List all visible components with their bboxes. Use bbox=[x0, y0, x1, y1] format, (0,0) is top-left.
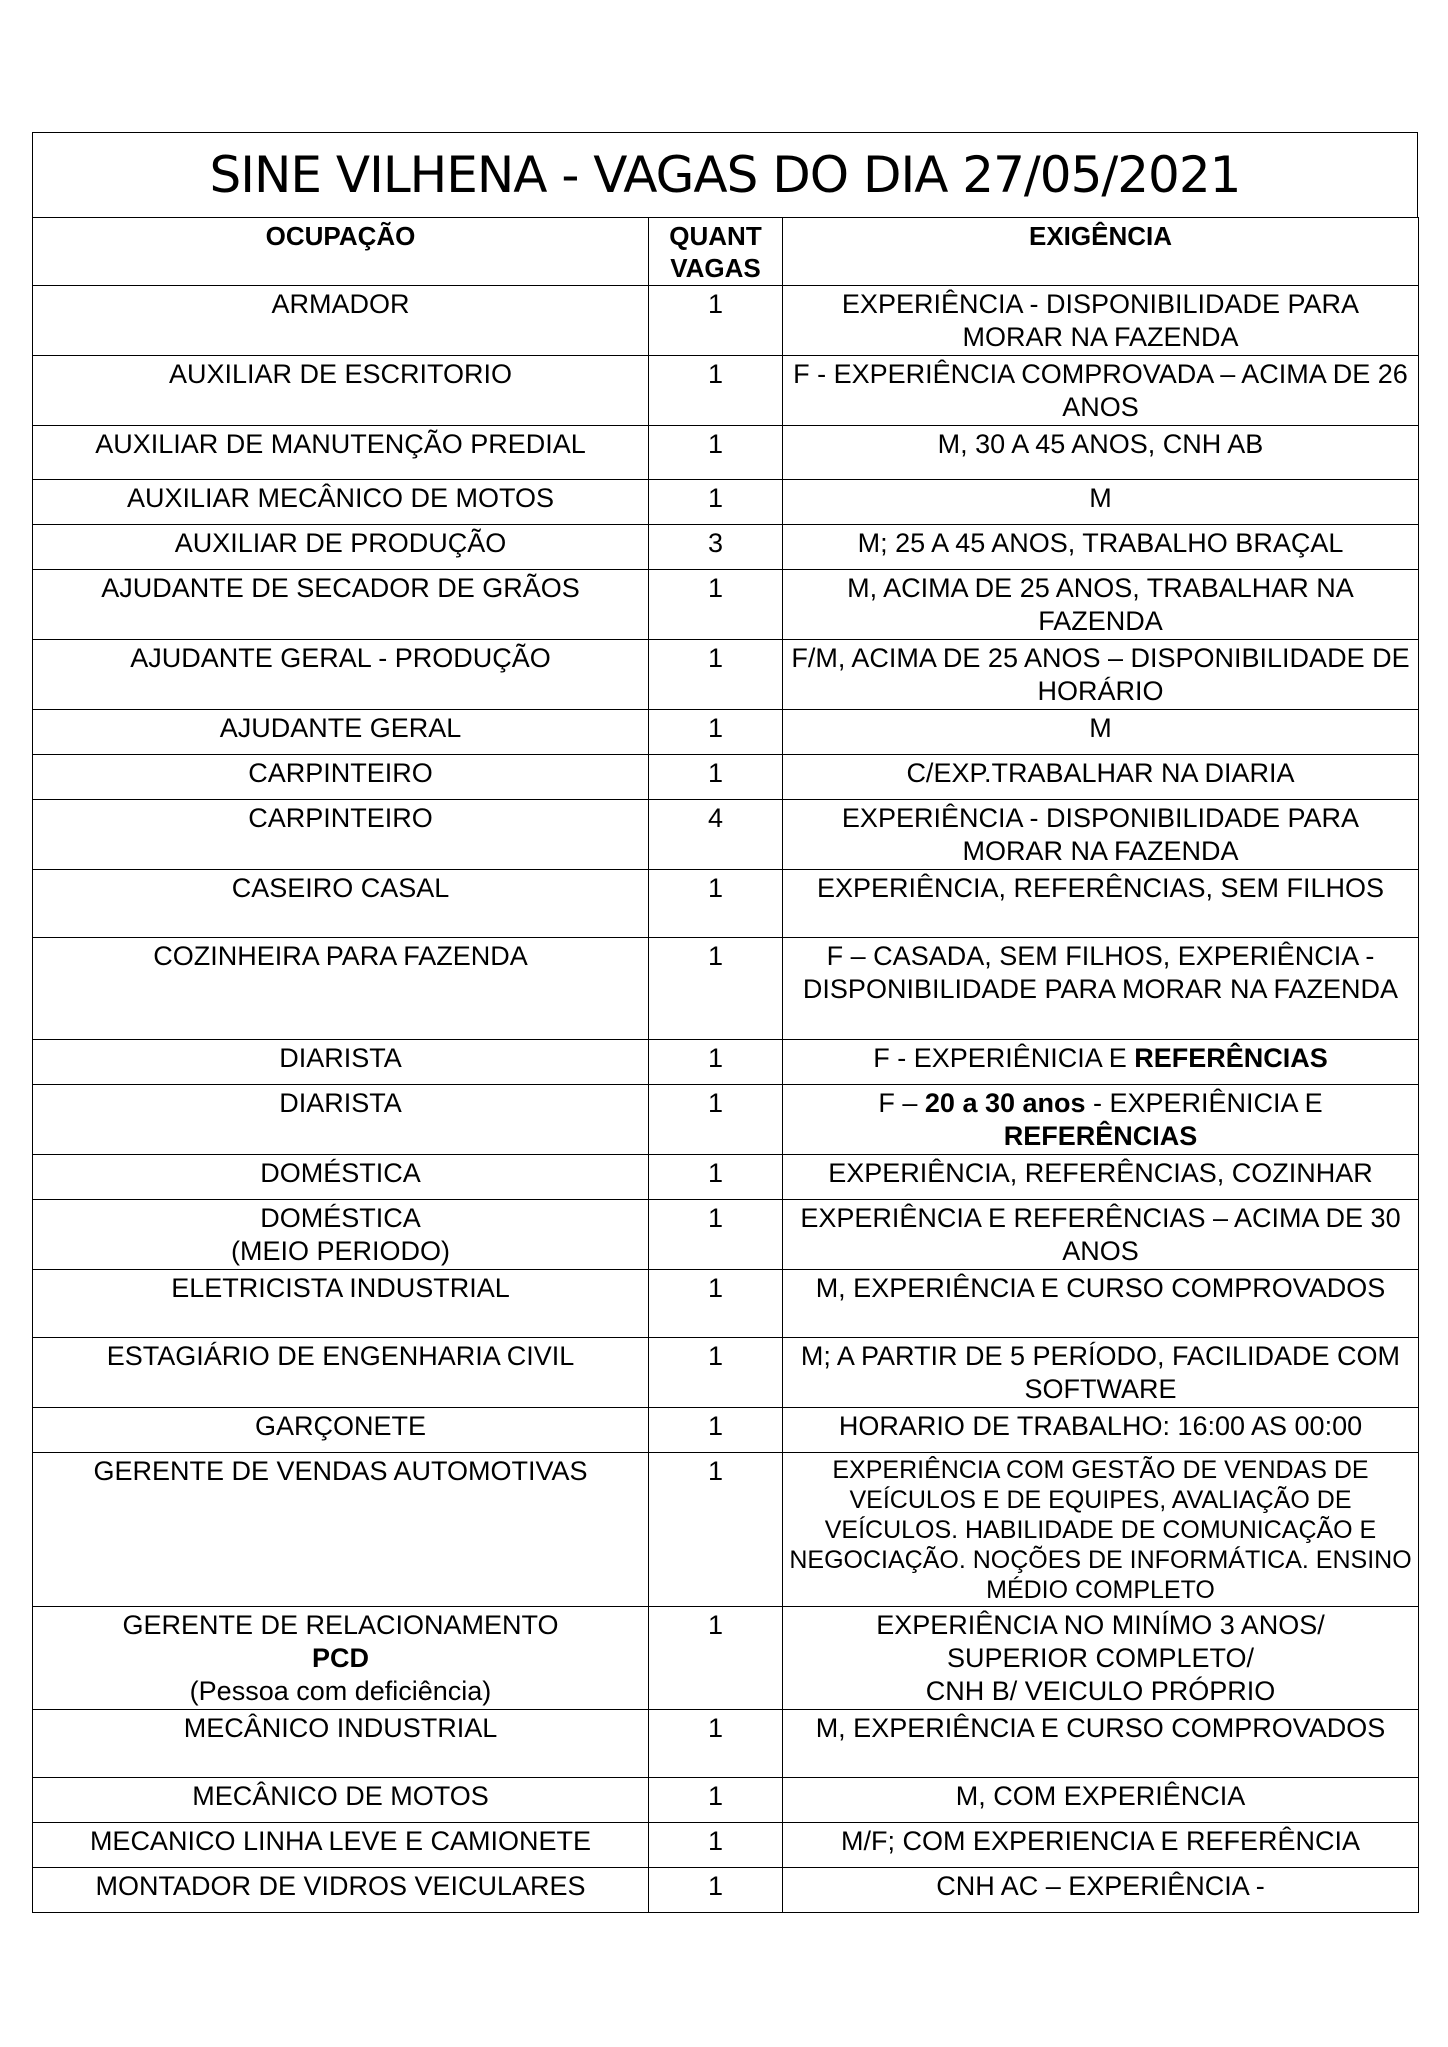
quantity-cell: 1 bbox=[649, 870, 783, 938]
header-row bbox=[33, 218, 1419, 286]
quantity-cell: 1 bbox=[649, 1200, 783, 1270]
requirement-bold-text: REFERÊNCIAS bbox=[1134, 1043, 1328, 1073]
occupation-cell: AUXILIAR DE MANUTENÇÃO PREDIAL bbox=[33, 426, 649, 480]
page-title: SINE VILHENA - VAGAS DO DIA 27/05/2021 bbox=[209, 146, 1241, 204]
job-table bbox=[32, 217, 1419, 1913]
requirement-cell: EXPERIÊNCIA COM GESTÃO DE VENDAS DE VEÍCULOS E DE EQUIPES, AVALIAÇÃO DE VEÍCULOS. HABILIDADE DE COMUNICAÇÃO E NEGOCIAÇÃO. NOÇÕES DE INFORMÁTICA. ENSINO MÉDIO COMPLETO bbox=[783, 1453, 1419, 1607]
table-row bbox=[33, 640, 1419, 710]
table-row bbox=[33, 1453, 1419, 1607]
quantity-cell: 1 bbox=[649, 1040, 783, 1085]
requirement-cell bbox=[783, 1607, 1419, 1710]
quantity-cell: 1 bbox=[649, 710, 783, 755]
occupation-cell: AJUDANTE GERAL - PRODUÇÃO bbox=[33, 640, 649, 710]
quantity-cell: 1 bbox=[649, 1710, 783, 1778]
table-row bbox=[33, 1823, 1419, 1868]
quantity-cell: 1 bbox=[649, 1085, 783, 1155]
quantity-cell: 1 bbox=[649, 1338, 783, 1408]
requirement-cell: C/EXP.TRABALHAR NA DIARIA bbox=[783, 755, 1419, 800]
occupation-line: DOMÉSTICA bbox=[260, 1203, 421, 1233]
occupation-cell: AUXILIAR MECÂNICO DE MOTOS bbox=[33, 480, 649, 525]
quantity-cell: 1 bbox=[649, 1155, 783, 1200]
occupation-cell: COZINHEIRA PARA FAZENDA bbox=[33, 938, 649, 1040]
occupation-cell: ELETRICISTA INDUSTRIAL bbox=[33, 1270, 649, 1338]
quantity-cell: 1 bbox=[649, 640, 783, 710]
requirement-cell: EXPERIÊNCIA - DISPONIBILIDADE PARA MORAR NA FAZENDA bbox=[783, 800, 1419, 870]
table-row bbox=[33, 286, 1419, 356]
quantity-cell: 1 bbox=[649, 1408, 783, 1453]
table-row bbox=[33, 1338, 1419, 1408]
occupation-cell bbox=[33, 1200, 649, 1270]
quantity-cell: 1 bbox=[649, 1453, 783, 1607]
quantity-cell: 1 bbox=[649, 938, 783, 1040]
occupation-line: GERENTE DE RELACIONAMENTO bbox=[122, 1610, 559, 1640]
requirement-cell: F – CASADA, SEM FILHOS, EXPERIÊNCIA - DISPONIBILIDADE PARA MORAR NA FAZENDA bbox=[783, 938, 1419, 1040]
header-exigencia: EXIGÊNCIA bbox=[783, 218, 1419, 286]
quantity-cell: 1 bbox=[649, 426, 783, 480]
quantity-cell: 1 bbox=[649, 570, 783, 640]
table-row bbox=[33, 1200, 1419, 1270]
quantity-cell: 1 bbox=[649, 755, 783, 800]
occupation-cell: DOMÉSTICA bbox=[33, 1155, 649, 1200]
occupation-cell: AJUDANTE DE SECADOR DE GRÃOS bbox=[33, 570, 649, 640]
table-row bbox=[33, 870, 1419, 938]
occupation-line: (Pessoa com deficiência) bbox=[189, 1676, 492, 1706]
quantity-cell: 3 bbox=[649, 525, 783, 570]
occupation-cell: AUXILIAR DE ESCRITORIO bbox=[33, 356, 649, 426]
occupation-cell: MONTADOR DE VIDROS VEICULARES bbox=[33, 1868, 649, 1913]
occupation-cell: DIARISTA bbox=[33, 1040, 649, 1085]
header-quant-vagas bbox=[649, 218, 783, 286]
requirement-cell: M, EXPERIÊNCIA E CURSO COMPROVADOS bbox=[783, 1710, 1419, 1778]
table-row bbox=[33, 1868, 1419, 1913]
table-row bbox=[33, 1607, 1419, 1710]
occupation-cell: MECÂNICO DE MOTOS bbox=[33, 1778, 649, 1823]
header-ocupacao: OCUPAÇÃO bbox=[33, 218, 649, 286]
table-row bbox=[33, 1270, 1419, 1338]
table-row bbox=[33, 1778, 1419, 1823]
table-row bbox=[33, 356, 1419, 426]
requirement-cell: HORARIO DE TRABALHO: 16:00 AS 00:00 bbox=[783, 1408, 1419, 1453]
table-row bbox=[33, 426, 1419, 480]
requirement-cell: M, EXPERIÊNCIA E CURSO COMPROVADOS bbox=[783, 1270, 1419, 1338]
requirement-cell: EXPERIÊNCIA, REFERÊNCIAS, COZINHAR bbox=[783, 1155, 1419, 1200]
table-row bbox=[33, 1085, 1419, 1155]
quantity-cell: 1 bbox=[649, 1778, 783, 1823]
requirement-cell: EXPERIÊNCIA - DISPONIBILIDADE PARA MORAR NA FAZENDA bbox=[783, 286, 1419, 356]
header-quant-line2: VAGAS bbox=[670, 253, 761, 283]
requirement-text: F – bbox=[878, 1088, 925, 1118]
table-row bbox=[33, 1155, 1419, 1200]
occupation-cell: CASEIRO CASAL bbox=[33, 870, 649, 938]
header-quant-line1: QUANT bbox=[669, 221, 762, 251]
occupation-cell bbox=[33, 1607, 649, 1710]
table-row bbox=[33, 1408, 1419, 1453]
requirement-cell bbox=[783, 1085, 1419, 1155]
quantity-cell: 1 bbox=[649, 356, 783, 426]
requirement-cell: M, ACIMA DE 25 ANOS, TRABALHAR NA FAZENDA bbox=[783, 570, 1419, 640]
occupation-line: (MEIO PERIODO) bbox=[230, 1236, 450, 1266]
requirement-cell: M/F; COM EXPERIENCIA E REFERÊNCIA bbox=[783, 1823, 1419, 1868]
requirement-cell: EXPERIÊNCIA E REFERÊNCIAS – ACIMA DE 30 ANOS bbox=[783, 1200, 1419, 1270]
occupation-cell: AUXILIAR DE PRODUÇÃO bbox=[33, 525, 649, 570]
table-row bbox=[33, 570, 1419, 640]
occupation-cell: AJUDANTE GERAL bbox=[33, 710, 649, 755]
table-row bbox=[33, 938, 1419, 1040]
requirement-line: SUPERIOR COMPLETO/ bbox=[946, 1643, 1255, 1673]
requirement-cell: M, 30 A 45 ANOS, CNH AB bbox=[783, 426, 1419, 480]
occupation-cell: CARPINTEIRO bbox=[33, 800, 649, 870]
requirement-cell: CNH AC – EXPERIÊNCIA - bbox=[783, 1868, 1419, 1913]
pcd-label: PCD bbox=[311, 1643, 369, 1673]
requirement-cell: M bbox=[783, 710, 1419, 755]
quantity-cell: 1 bbox=[649, 1868, 783, 1913]
quantity-cell: 1 bbox=[649, 286, 783, 356]
table-row bbox=[33, 525, 1419, 570]
table-row bbox=[33, 755, 1419, 800]
requirement-cell: M, COM EXPERIÊNCIA bbox=[783, 1778, 1419, 1823]
requirement-text: - EXPERIÊNICIA E bbox=[1085, 1088, 1323, 1118]
requirement-line: EXPERIÊNCIA NO MINÍMO 3 ANOS/ bbox=[876, 1610, 1325, 1640]
occupation-cell: MECÂNICO INDUSTRIAL bbox=[33, 1710, 649, 1778]
job-listing-sheet bbox=[32, 132, 1418, 1913]
occupation-cell: ESTAGIÁRIO DE ENGENHARIA CIVIL bbox=[33, 1338, 649, 1408]
requirement-text: F - EXPERIÊNICIA E bbox=[873, 1043, 1135, 1073]
occupation-cell: GARÇONETE bbox=[33, 1408, 649, 1453]
table-row bbox=[33, 1040, 1419, 1085]
requirement-bold-text: 20 a 30 anos bbox=[924, 1088, 1086, 1118]
requirement-cell: M; A PARTIR DE 5 PERÍODO, FACILIDADE COM SOFTWARE bbox=[783, 1338, 1419, 1408]
quantity-cell: 1 bbox=[649, 480, 783, 525]
requirement-cell: M; 25 A 45 ANOS, TRABALHO BRAÇAL bbox=[783, 525, 1419, 570]
table-row bbox=[33, 710, 1419, 755]
table-row bbox=[33, 1710, 1419, 1778]
requirement-line: CNH B/ VEICULO PRÓPRIO bbox=[925, 1676, 1276, 1706]
requirement-cell: F/M, ACIMA DE 25 ANOS – DISPONIBILIDADE DE HORÁRIO bbox=[783, 640, 1419, 710]
requirement-cell: M bbox=[783, 480, 1419, 525]
occupation-cell: GERENTE DE VENDAS AUTOMOTIVAS bbox=[33, 1453, 649, 1607]
requirement-cell bbox=[783, 1040, 1419, 1085]
quantity-cell: 1 bbox=[649, 1823, 783, 1868]
requirement-cell: EXPERIÊNCIA, REFERÊNCIAS, SEM FILHOS bbox=[783, 870, 1419, 938]
occupation-cell: ARMADOR bbox=[33, 286, 649, 356]
occupation-cell: MECANICO LINHA LEVE E CAMIONETE bbox=[33, 1823, 649, 1868]
quantity-cell: 4 bbox=[649, 800, 783, 870]
quantity-cell: 1 bbox=[649, 1270, 783, 1338]
requirement-cell: F - EXPERIÊNCIA COMPROVADA – ACIMA DE 26 ANOS bbox=[783, 356, 1419, 426]
title-box bbox=[32, 132, 1418, 217]
quantity-cell: 1 bbox=[649, 1607, 783, 1710]
table-row bbox=[33, 480, 1419, 525]
table-row bbox=[33, 800, 1419, 870]
occupation-cell: CARPINTEIRO bbox=[33, 755, 649, 800]
occupation-cell: DIARISTA bbox=[33, 1085, 649, 1155]
requirement-bold-text: REFERÊNCIAS bbox=[1003, 1121, 1198, 1151]
